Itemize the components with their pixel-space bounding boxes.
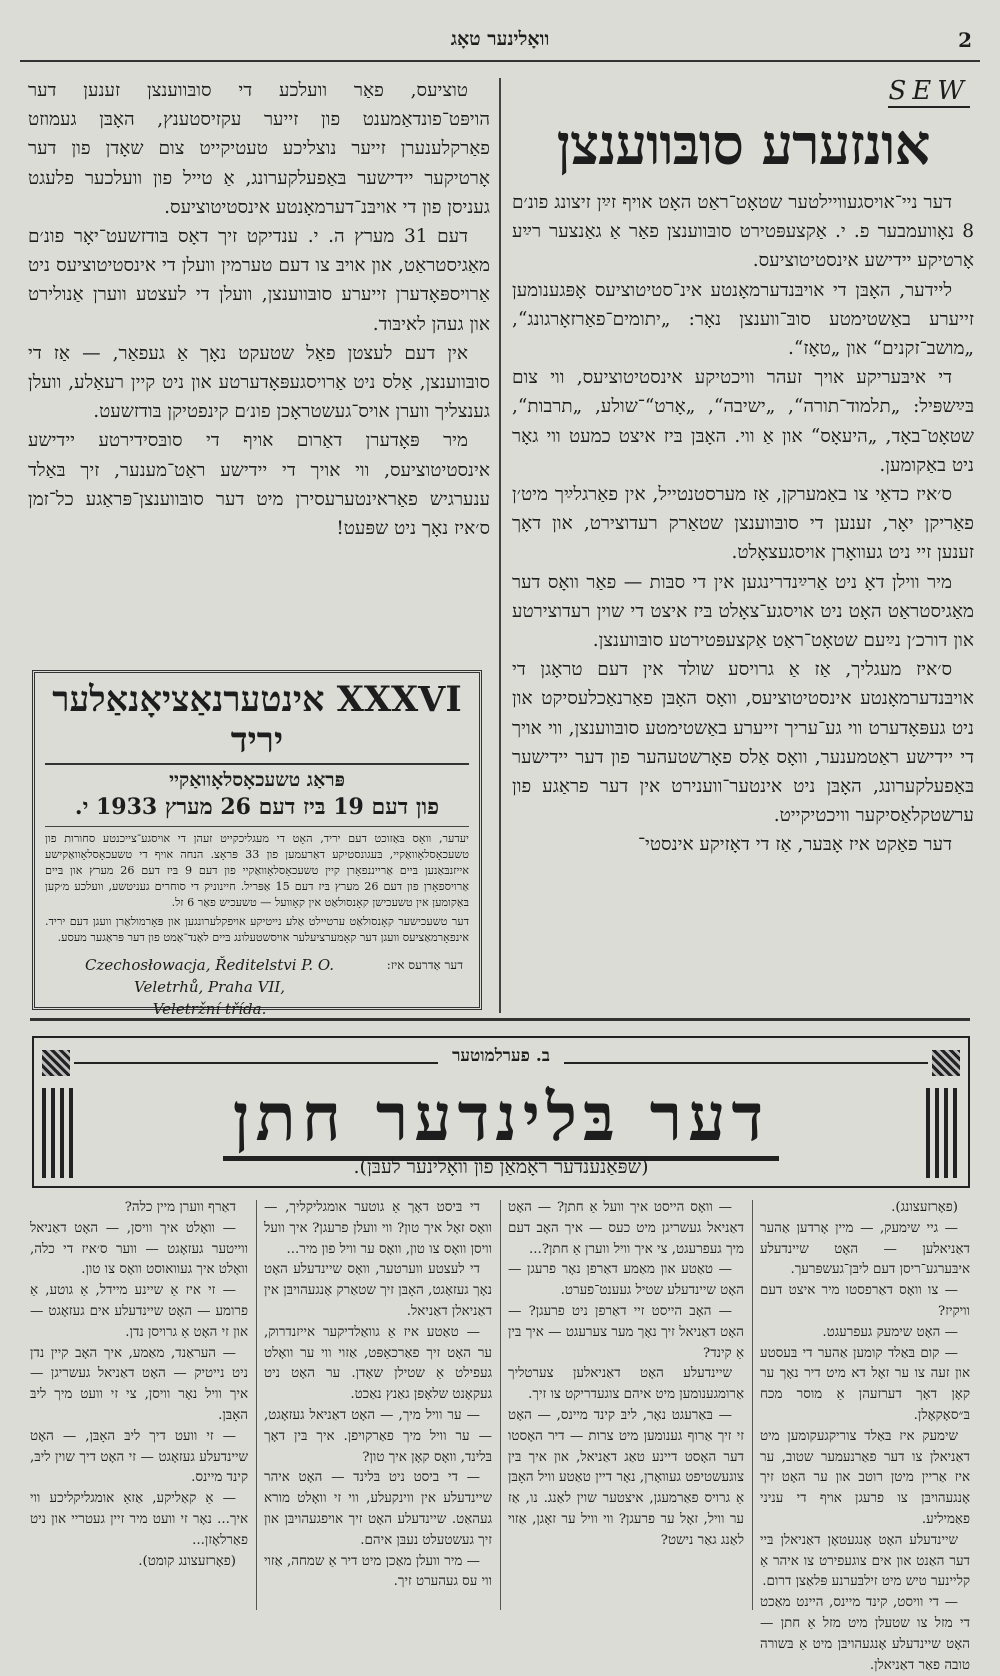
masthead [20, 22, 980, 62]
serial-paragraph: — טאַטע איז אַ גוואַלדיקער אייזנדרוק, ער האָט זיך פאַרכאַפּט, אַזוי ווי ער וואָלט געפילט אַ שטילן שאָדן. ער האָט ניט געקאָנט שלאָפן גאַנץ נאַכט. [264, 1324, 492, 1403]
serial-paragraph: — מיר וועלן מאַכן מיט דיר אַ שמחה, אַזוי ווי עס געהערט זיך. [264, 1553, 492, 1590]
serial-column-4 [30, 1198, 248, 1613]
serial-author: ב. פערלמוטער [34, 1046, 968, 1066]
continuation-paragraph: טוציעס, פאַר וועלכע די סובּווענצן זענען דער הויפּט־פונדאַמענט פון זייער עקזיסטענץ, האָבּן געמוזט פאַרקלענערן זייער נוצליכע טעטיקייט צום שאָדן פון דער אָרטיקער יידישער בּאַפעלקערונג, אַ טייל פון וועלכער פלעגט געניסן פון די אויבּנ־דערמאָנטע אינסטיטוציעס. [28, 80, 490, 218]
ad-details-paragraph: דער טשעכישער קאָנסולאַט ערטיילט אַלע נייטיקע אויפקלערונגען און פּאָרמולאַרן וועגן דעם יריד. אינפאָרמאַציעס וועגן דער קאָמערציעלער אויסשטעלונג בּיים לאַנד־אַמט פון דער פּראַגער מעסע. [45, 915, 469, 944]
editorial-paragraph: די איבּעריקע אויך זעהר וויכטיקע אינסטיטוציעס, ווי צום בּײַשפּיל: „תלמוד־תורה“, „ישיבה“, „אָרט“־שולע, „תרבות“, שטאָט־באָד, „היעאָס“ און אַ ווי. האָבּן בּיז איצט כמעט ווי גאָר ניט באַקומען. [512, 367, 974, 476]
continuation-body [28, 76, 490, 543]
section-divider [30, 1018, 970, 1021]
serial-paragraph: (פאָרזעצונג). [891, 1200, 958, 1215]
serial-paragraph: שימעק איז בּאַלד צוריקגעקומען מיט דאַניאלן צו דער פאַרנעמער שטוב, ער איז אַריין מיטן רוטב און ער האָט זיך אָנגעהויבּן צו פרעגן אויף די עניני פאַמיליע. [760, 1428, 970, 1527]
ad-dates: פון דעם 19 בּיז דעם 26 מערץ 1933 י. [74, 794, 440, 820]
serial-paragraph: — זי וועט דיך ליבּ האָבּן, — האָט שיינדעלע געזאָגט — זי האָט דיך שוין ליבּ, קינד מיינס. [30, 1428, 248, 1486]
serial-column-divider [752, 1200, 753, 1610]
serial-paragraph: — די וויסט, קינד מיינס, היינט מאַכט די מזל צו שטעלן מיט מזל אַ חתן — האָט שיינדעלע אָנגעהויבּן מיט אַ בּשורה טובה פאַר דאַניאלן. [760, 1595, 970, 1673]
editorial-paragraph: דער ניי־אויסגעוויילטער שטאָט־ראַט האָט אויף זײַן זיצונג פונ׳ם 8 נאָוועמבער פ. י. אַקצעפּטירט סובּווענצן פאַר אַ גאַנצער רײַע אָרטיקע יידישע אינסטיטוציעס. [512, 192, 974, 272]
serial-paragraph: — טאַטע און מאַמע דאַרפן נאָר פרעגן — האָט שיינדעלע שטיל געענט־פערט. [508, 1262, 744, 1299]
serial-column-divider [256, 1200, 257, 1610]
continuation-paragraph: דעם 31 מערץ ה. י. ענדיקט זיך דאָס בּודזשעט־יאָר פונ׳ם מאַגיסטראַט, און אויבּ צו דעם טערמין וועלן די אינסטיטוציעס ניט אַרויספּאָדערן זייערע סובּווענצן, וועלן די לעצטע ווערן אַנולירט און געהן לאיבּוד. [28, 226, 490, 335]
serial-paragraph: — אַ קאַליקע, אַזאַ אומגליקליכע ווי איך... נאָר זי וועט מיר זיין געטריי און ניט פאַרלאָזן... [30, 1491, 248, 1548]
editorial-rubric: SEW [888, 76, 970, 106]
fair-advertisement [32, 670, 482, 1018]
editorial-paragraph: מיר ווילן דאָ ניט אַרײַנדרינגען אין די סבּות — פאַר וואָס דער מאַגיסטראַט האָט ניט אויסגע־צאָלט בּיז איצט די שוין רעדוצירטע און דורכ׳ן נײַעם שטאָט־ראַט אַקצעפּטירטע סובּווענצן. [512, 571, 974, 652]
ad-address-block [45, 954, 469, 1020]
serial-paragraph: — וואָס הייסט איך וועל אַ חתן? — האָט דאַניאל געשריגן מיט כעס — איך האָב דעם מיך געפרעגט, צי איך וויל ווערן אַ חתן?... [508, 1200, 744, 1257]
editorial-body [512, 188, 974, 860]
editorial-continuation-column [28, 76, 490, 638]
serial-title: דער בּלינדער חתן [84, 1078, 918, 1157]
serial-paragraph: שיינדעלע האָט דאַניאלען צערטליך אַרומגענומען מיט איהם צוגעדריקט צו זיך. [508, 1366, 744, 1403]
serial-column-1 [760, 1198, 970, 1673]
ad-title [45, 679, 469, 765]
serial-paragraph: — וואָלט איך וויסן, — האָט דאַניאל ווייטער געזאָגט — ווער ס׳איז די כלה, וואָלט איך געוואוסט וואָס צו טון. [30, 1220, 248, 1278]
serial-paragraph: — זי איז אַ שיינע מיידל, אַ גוטע, אַ פרומע — האָט שיינדעלע אים געזאָגט — און זי האָט אַ גרויסן נדן. [30, 1283, 248, 1340]
serial-paragraph: — העראַנד, מאַמע, איך האָב קיין נדן ניט נייטיק — האָט דאַניאל געשריגן — איך וויל נאָר וויסן, צי זי וועט מיך ליבּ האָבּן. [30, 1345, 248, 1423]
serial-column-divider [500, 1200, 501, 1610]
serial-paragraph: (פאָרזעצונג קומט). [138, 1553, 236, 1569]
ad-title-text: אינטערנאַציאָנאַלער יריד [52, 679, 325, 761]
editorial-headline: אונזערע סובּווענצן [556, 112, 930, 178]
serial-paragraph: — האָב הייסט זיי דאַרפן ניט פרעגן? — האָט דאַניאל זיך נאָך מער צערעגט — איך בּין אַ קינד? [508, 1303, 744, 1361]
ad-roman-numeral: XXXVI [336, 679, 462, 720]
ad-city: פּראַג טשעכאָסלאָוואַקיי [169, 769, 345, 791]
serial-column-3 [264, 1198, 492, 1613]
serial-banner [32, 1036, 970, 1188]
serial-subtitle: (שפּאַנענדער ראָמאַן פון וואָלינער לעבּן). [353, 1156, 649, 1178]
editorial-paragraph: ליידער, האָבּן די אויבּנדערמאָנטע אינ־סטיטוציעס אָפּגענומען זייערע באַשטימטע סובּ־ווענצן נאָר: „יתומים־פאַרזאָרגונג“, „מושב־זקנים“ און „טאָז“. [512, 279, 974, 360]
editorial-column [512, 72, 974, 1012]
serial-paragraph: די בּיסט דאָך אַ גוטער אומגליקליך, — וואָס זאָל איך טון? ווי וועלן פרעגן? איך וועל וויסן וואָס צו טון, וואָס ער וויל פון מיר... [264, 1200, 492, 1257]
paper-name: וואָלינער טאָג [450, 28, 550, 50]
page-number: 2 [958, 28, 972, 52]
serial-paragraph: — גיי שימעק, — מיין אָרדען אַהער דאַניאלען — האָט שיינדעלע איבּערגע־ריסן דעם ליבּן־געשפּרעך. [760, 1220, 970, 1278]
serial-paragraph: — צו וואָס דאַרפסטו מיר איצט דעם וויקיז? [760, 1283, 970, 1319]
editorial-paragraph: דער פאַקט איז אָבּער, אַז די דאָזיקע אינסטי־ [637, 834, 952, 856]
serial-paragraph: — ער וויל מיך, — האָט דאַניאל געזאָגט, — ער וויל מיך פאַרקויפן. איך בּין דאָך בּלינד, וואָס קאָן איך טון? [264, 1407, 492, 1465]
ad-address: Czechosłowacja, Ředitelstvi P. O. Veletrhů, Praha VII, Veletržní třída. [85, 956, 335, 1018]
serial-paragraph: דאַרף ווערן מיין כלה? [124, 1200, 236, 1215]
ad-address-label: דער אַדרעס איז: [386, 958, 463, 972]
ad-details-paragraph: יעדער, וואָס בּאַזוכט דעם יריד, האָט די מעגליכקייט זעהן די אויסגע־צייכנטע סחורות פון טשעכאָסלאָוואַקיי, בּעגונסטיקע דאַרעמען פון 33 פּראָצ. הנחה אויף די טשעכאָסלאָוואַקישע אייזנבּאַנען בּיים אַרייננפאָרן קיין טשעכאָסלאָוואַקיי פון דעם 9 בּיז דעם 26 מערץ און בּיים אַרויספאָרן פון דעם 26 מערץ בּיז דעם 15 אַפּריל. חיינוניק די סוחרים געניטשע, וועלכע מ׳קען בּאַקומען אין טשעכישן קאָנסולאַט אין קאָוועל — טשעכיש פאַר 6 זל. [45, 832, 470, 909]
serial-column-2 [508, 1198, 744, 1613]
serial-paragraph: — די ביסט ניט בּלינד — האָט איהר שיינדעלע אין ווינקעלע, ווי זי וואָלט מורא געהאַט. שיינדעלע האָט זיך אויפגעהויבּן און זיך געשטעלט נעבּן איהם. [264, 1470, 492, 1548]
serial-paragraph: שיינדעלע האָט אָנגעטאָן דאַניאלן בּיי דער האַנט און אים צוגעפירט צו איהר אַ קליינער טיש מיט זילבּערנע פּלאַצן דרום. [760, 1532, 970, 1590]
editorial-paragraph: ס׳איז כדאַי צו באַמערקן, אַז מערסטנטייל, אין פאַרגלײַך מיט׳ן פאַריקן יאָר, זענען די סובּווענצן שטאַרק רעדוצירט, און דאָך זענען זיי ניט געוואָרן אויסגעצאָלט. [512, 484, 974, 564]
continuation-paragraph: מיר פּאָדערן דאַרום אויף די סובּסידירטע יידישע אינסטיטוציעס, ווי אויך די יידישע ראַט־מענער, זיך בּאַלד ענערגיש פאַראינטערעסירן מיט דער סובּווענצן־פּראַגע כל־זמן ס׳איז נאָך ניט שפּעט! [28, 430, 490, 540]
serial-paragraph: די לעצטע ווערטער, וואָס שיינדעלע האָט נאָך געזאָגט, האָבּן זיך שטאַרק אָנגעהויבּן אין דאַניאלן דאַניאל. [264, 1262, 492, 1319]
serial-paragraph: — האָט שימעק געפרעגט. [822, 1324, 958, 1340]
editorial-paragraph: ס׳איז מעגליך, אַז אַ גרויסע שולד אין דעם טראָגן די אויבּנדערמאָנטע אינסטיטוציעס, וואָס האָבּן פאַרנאַכלעסיקט און ניט געפּאָדערט ווי גע־עריך זייערע באַשטימטע סובּווענצן, ווי אויך די יידישע ראַטמענער, וואָס אַלס פאָרשטעהער פון דער יידישער בּאַפעלקערונג, האָבּן ניט אינטער־ווענירט אין דער פראַגע פון ערשטקלאַסיקער וויכטיקייט. [512, 659, 974, 827]
serial-paragraph: — קום בּאַלד קומען אַהער די בּעסטע און זעה צו ער זאָל דא מיט דיר נאָך ער קאָן דאָך דערזעהן אַ מוסר מכח בּ״סאָקאָלן. [760, 1345, 970, 1423]
column-divider [499, 78, 501, 1013]
continuation-paragraph: אין דעם לעצטן פאַל שטעקט נאָך אַ געפאַר, — אַז די סובּווענצן, אַלס ניט אַרויסגעפּאָדערטע און ניט קיין רעאַלע, וועלן גענצליך ווערן אויס־געשטראָכן פונ׳ם קינפטיקן בּודזשעט. [28, 342, 490, 423]
serial-paragraph: — בּאַרעגט נאָר, ליבּ קינד מיינס, — האָט זי זיך אַרוף גענומען מיט צרות — דיר האָסטו דער האָסט דיינע טאַג דאַניאל, און איך בּין צוגעשטיפט געוואָרן, נאָר דיין טאַטע וויל האָבּן אַ גרויס פאַרמעגן, איצטער שוין לאַנג. נו, אַז ער וויל, זאָל ער פרעגן? ווי וויל ער זאָגן, אַזוי לאַנג גאַר נישט? [508, 1407, 744, 1548]
ad-details [45, 826, 469, 946]
